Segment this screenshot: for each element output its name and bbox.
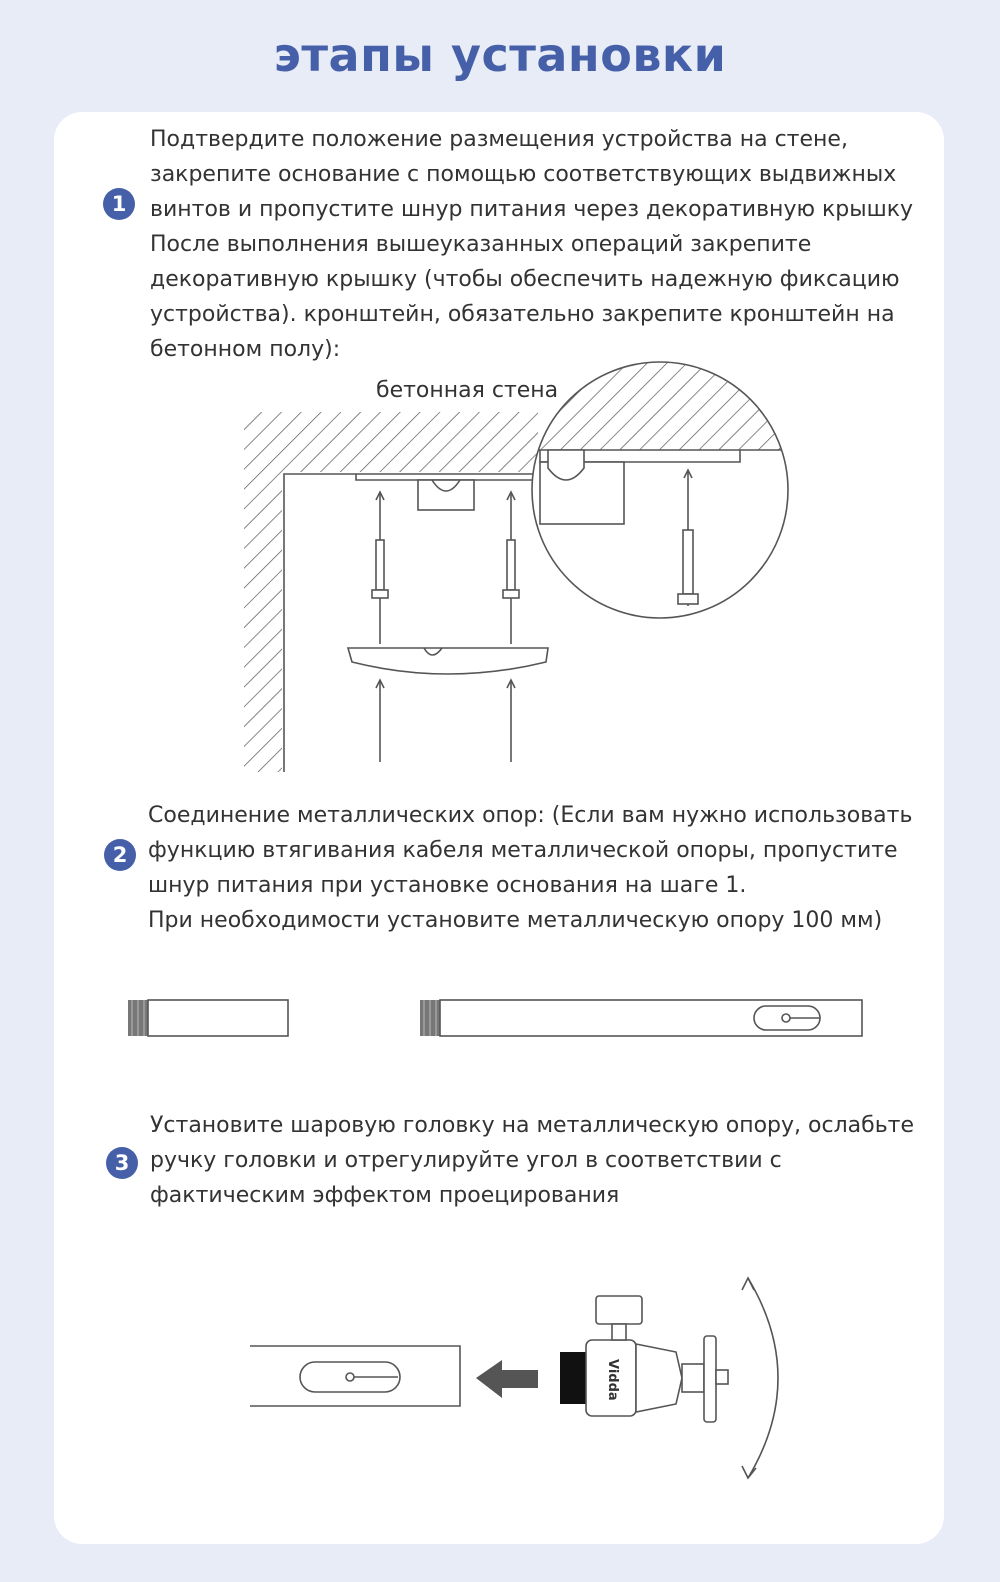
step-2-text <box>148 798 912 938</box>
step-2-line: функцию втягивания кабеля металлической опоры, пропустите <box>148 838 898 863</box>
step-1-line: декоративную крышку (чтобы обеспечить надежную фиксацию <box>150 267 900 292</box>
step-3-badge: 3 <box>106 1147 138 1179</box>
step-1-line: закрепите основание с помощью соответствующих выдвижных <box>150 162 897 187</box>
step-1-line: бетонном полу): <box>150 337 341 362</box>
lower-arrows <box>376 680 515 762</box>
concrete-wall-hatch <box>244 412 538 772</box>
step-1-line: устройства). кронштейн, обязательно закрепите кронштейн на <box>150 302 895 327</box>
step-2-line: шнур питания при установке основания на шаге 1. <box>148 873 747 898</box>
concrete-wall-label: бетонная стена <box>376 378 559 403</box>
step-2-line: При необходимости установите металлическую опору 100 мм) <box>148 908 883 933</box>
step-3-line: ручку головки и отрегулируйте угол в соответствии с <box>150 1148 782 1173</box>
magnified-detail <box>520 350 800 618</box>
rotation-arc <box>742 1278 778 1478</box>
brand-label: Vidda <box>605 1359 620 1401</box>
step-1-line: После выполнения вышеуказанных операций закрепите <box>150 232 812 257</box>
pole-end <box>250 1346 460 1406</box>
insert-arrow <box>476 1360 538 1398</box>
step-1-line: Подтвердите положение размещения устройства на стене, <box>150 127 848 152</box>
step-1-line: винтов и пропустите шнур питания через декоративную крышку <box>150 197 914 222</box>
step-3-line: фактическим эффектом проецирования <box>150 1183 620 1208</box>
short-pole <box>128 1000 288 1036</box>
ball-head <box>560 1296 728 1422</box>
page-title: этапы установки <box>273 28 727 82</box>
screw-left <box>372 492 388 644</box>
step-3-text <box>150 1108 914 1213</box>
step-2-line: Соединение металлических опор: (Если вам нужно использовать <box>148 803 913 828</box>
step-1-badge: 1 <box>103 188 135 220</box>
decorative-cover <box>348 648 548 674</box>
long-pole <box>420 1000 862 1036</box>
screw-right <box>503 492 519 644</box>
step-3-line: Установите шаровую головку на металлическую опору, ослабьте <box>150 1113 915 1138</box>
step-2-badge: 2 <box>104 839 136 871</box>
